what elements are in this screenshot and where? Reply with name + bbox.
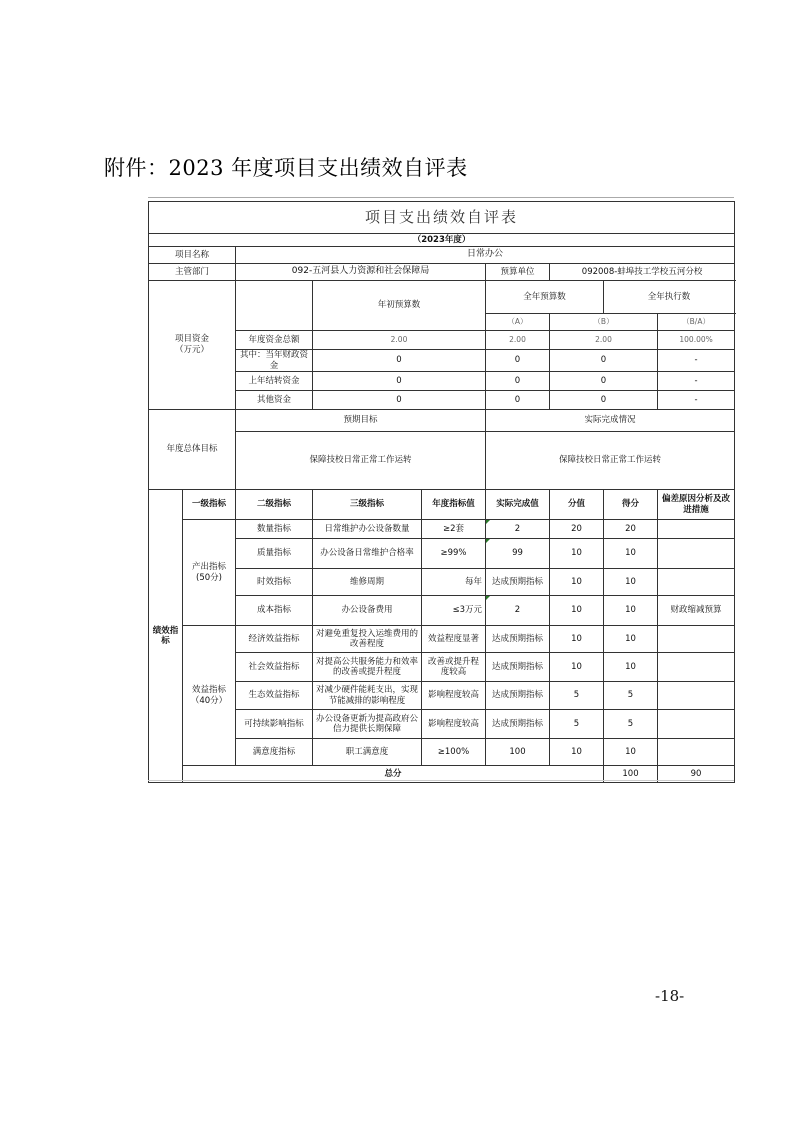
level3-cell: 日常维护办公设备数量 (313, 520, 422, 539)
sub-a: （A） (486, 313, 550, 330)
annual-goal-label: 年度总体目标 (149, 410, 236, 490)
level2-cell: 生态效益指标 (236, 682, 313, 710)
funds-blank (236, 281, 313, 331)
score-cell: 10 (550, 569, 604, 596)
score-cell: 10 (550, 539, 604, 569)
level3-cell: 办公设备费用 (313, 596, 422, 626)
funds-full: 0 (486, 391, 550, 410)
document-heading: 附件：2023 年度项目支出绩效自评表 (104, 156, 468, 180)
target-cell: ≤3万元 (422, 596, 486, 626)
target-cell: 效益程度显著 (422, 626, 486, 653)
page-number: -18- (655, 987, 685, 1005)
header-level3: 三级指标 (313, 490, 422, 520)
level2-cell: 可持续影响指标 (236, 710, 313, 739)
got-cell: 20 (604, 520, 658, 539)
project-name-label: 项目名称 (149, 247, 236, 264)
level2-cell: 数量指标 (236, 520, 313, 539)
level2-cell: 时效指标 (236, 569, 313, 596)
got-cell: 5 (604, 682, 658, 710)
level3-cell: 维修周期 (313, 569, 422, 596)
level3-cell: 职工满意度 (313, 739, 422, 766)
reason-cell (658, 626, 735, 653)
actual-cell: 2 (486, 596, 550, 626)
funds-row-label: 其他资金 (236, 391, 313, 410)
total-got: 90 (658, 766, 735, 783)
level3-cell: 对减少硬件能耗支出，实现节能减排的影响程度 (313, 682, 422, 710)
perf-indicators-label: 绩效指标 (149, 490, 183, 783)
got-cell: 5 (604, 710, 658, 739)
actual-cell: 达成预期指标 (486, 569, 550, 596)
reason-cell (658, 710, 735, 739)
reason-cell (658, 539, 735, 569)
funds-rate: - (658, 349, 735, 371)
funds-initial: 0 (313, 349, 486, 371)
expected-goal-header: 预期目标 (236, 410, 486, 432)
col-full-year-budget: 全年预算数 (486, 281, 604, 314)
funds-rate: 100.00% (658, 330, 735, 349)
col-initial-budget: 年初预算数 (313, 281, 486, 331)
got-cell: 10 (604, 626, 658, 653)
actual-cell: 达成预期指标 (486, 626, 550, 653)
sheet-bottom-gridline (148, 780, 734, 781)
table-year: （2023年度） (149, 234, 735, 247)
level3-cell: 办公设备更新为提高政府公信力提供长期保障 (313, 710, 422, 739)
project-name-value: 日常办公 (236, 247, 735, 264)
level2-cell: 成本指标 (236, 596, 313, 626)
actual-cell: 达成预期指标 (486, 653, 550, 682)
funds-exec: 0 (550, 349, 658, 371)
actual-cell: 达成预期指标 (486, 682, 550, 710)
funds-exec: 0 (550, 391, 658, 410)
got-cell: 10 (604, 539, 658, 569)
total-score: 100 (604, 766, 658, 783)
header-actual: 实际完成值 (486, 490, 550, 520)
level3-cell: 办公设备日常维护合格率 (313, 539, 422, 569)
target-cell: ≥100% (422, 739, 486, 766)
score-cell: 10 (550, 653, 604, 682)
score-cell: 10 (550, 626, 604, 653)
col-full-year-exec: 全年执行数 (604, 281, 735, 314)
reason-cell (658, 739, 735, 766)
target-cell: 影响程度较高 (422, 710, 486, 739)
dept-value: 092-五河县人力资源和社会保障局 (236, 264, 486, 281)
level2-cell: 经济效益指标 (236, 626, 313, 653)
table-title: 项目支出绩效自评表 (149, 202, 735, 234)
sub-b: （B） (550, 313, 658, 330)
level2-cell: 质量指标 (236, 539, 313, 569)
actual-cell: 100 (486, 739, 550, 766)
funds-initial: 0 (313, 372, 486, 391)
target-cell: ≥2套 (422, 520, 486, 539)
header-level2: 二级指标 (236, 490, 313, 520)
got-cell: 10 (604, 569, 658, 596)
header-reason: 偏差原因分析及改进措施 (658, 490, 735, 520)
output-indicators-label: 产出指标(50分) (183, 520, 236, 626)
header-level1: 一级指标 (183, 490, 236, 520)
total-label: 总分 (183, 766, 604, 783)
level2-cell: 社会效益指标 (236, 653, 313, 682)
actual-cell: 2 (486, 520, 550, 539)
target-cell: ≥99% (422, 539, 486, 569)
reason-cell (658, 569, 735, 596)
funds-row-label: 年度资金总额 (236, 330, 313, 349)
funds-full: 2.00 (486, 330, 550, 349)
unit-label: 预算单位 (486, 264, 550, 281)
benefit-indicators-label: 效益指标 （40分） (183, 626, 236, 766)
funds-rate: - (658, 391, 735, 410)
reason-cell (658, 682, 735, 710)
funds-exec: 2.00 (550, 330, 658, 349)
score-cell: 10 (550, 596, 604, 626)
header-got: 得分 (604, 490, 658, 520)
reason-cell: 财政缩减预算 (658, 596, 735, 626)
level2-cell: 满意度指标 (236, 739, 313, 766)
funds-full: 0 (486, 349, 550, 371)
sub-ba: （B/A） (658, 313, 735, 330)
expected-goal-text: 保障技校日常正常工作运转 (236, 432, 486, 490)
funds-row-label: 上年结转资金 (236, 372, 313, 391)
actual-cell: 达成预期指标 (486, 710, 550, 739)
reason-cell (658, 520, 735, 539)
actual-cell: 99 (486, 539, 550, 569)
got-cell: 10 (604, 596, 658, 626)
target-cell: 每年 (422, 569, 486, 596)
self-evaluation-table (148, 201, 735, 783)
target-cell: 影响程度较高 (422, 682, 486, 710)
score-cell: 20 (550, 520, 604, 539)
level3-cell: 对提高公共服务能力和效率的改善或提升程度 (313, 653, 422, 682)
target-cell: 改善或提升程度较高 (422, 653, 486, 682)
header-target: 年度指标值 (422, 490, 486, 520)
funds-initial: 0 (313, 391, 486, 410)
got-cell: 10 (604, 739, 658, 766)
funds-label: 项目资金 （万元） (149, 281, 236, 410)
got-cell: 10 (604, 653, 658, 682)
header-score: 分值 (550, 490, 604, 520)
funds-full: 0 (486, 372, 550, 391)
funds-exec: 0 (550, 372, 658, 391)
level3-cell: 对避免重复投入运维费用的改善程度 (313, 626, 422, 653)
score-cell: 5 (550, 710, 604, 739)
funds-row-label: 其中：当年财政资金 (236, 349, 313, 371)
dept-label: 主管部门 (149, 264, 236, 281)
unit-value: 092008-蚌埠技工学校五河分校 (550, 264, 735, 281)
actual-result-header: 实际完成情况 (486, 410, 735, 432)
actual-result-text: 保障技校日常正常工作运转 (486, 432, 735, 490)
score-cell: 10 (550, 739, 604, 766)
funds-rate: - (658, 372, 735, 391)
reason-cell (658, 653, 735, 682)
score-cell: 5 (550, 682, 604, 710)
funds-initial: 2.00 (313, 330, 486, 349)
